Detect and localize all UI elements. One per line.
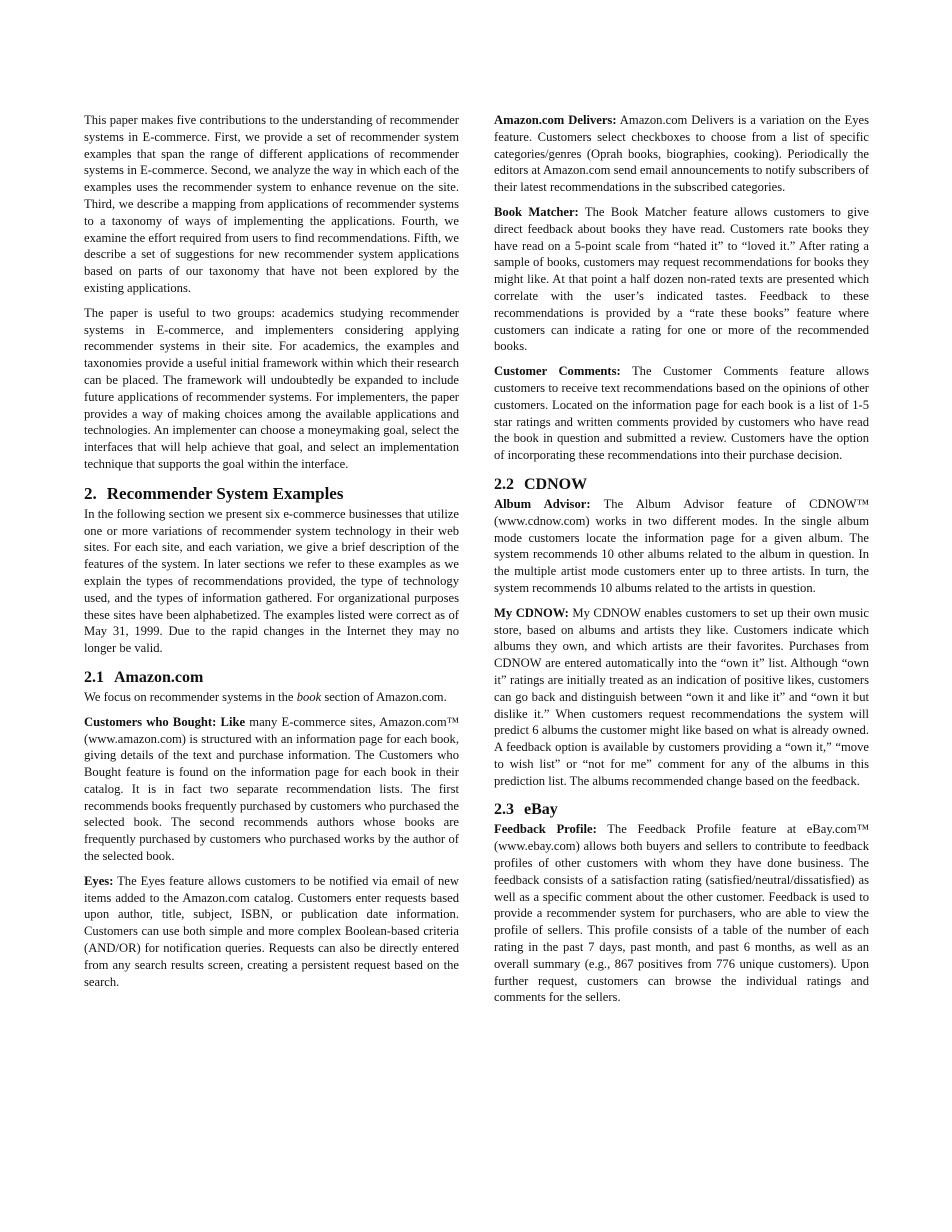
paragraph-body: My CDNOW enables customers to set up their own music store, based on albums and artists they like. Customers indicate which albums they own, and which artists are their favorites. Purchases from CDNOW are entered automatically into the “own it” list. Although “own it” ratings are initially treated as an indication of positive likes, customers can go back and distinguish between “own it and like it” and “own it but dislike it.” When customers request recommendations the system will predict 6 albums the customer might like based on what is already owned. A feedback option is available by customers providing a “own it,” “move to wish list” or “not for me” comment for any of the albums in this prediction list. The albums recommended change based on the feedback. xyxy=(494,605,869,788)
subsection-title: CDNOW xyxy=(524,475,588,493)
run-in-heading: Book Matcher: xyxy=(494,204,579,219)
subsection-number: 2.3 xyxy=(494,801,514,819)
left-column xyxy=(84,112,459,998)
intro-text-end: section of Amazon.com. xyxy=(321,689,447,704)
subsection-heading-ebay xyxy=(494,800,869,819)
customer-comments-paragraph xyxy=(494,363,869,464)
eyes-paragraph xyxy=(84,873,459,991)
amazon-delivers-paragraph xyxy=(494,112,869,196)
subsection-heading-amazon xyxy=(84,668,459,687)
examples-intro-paragraph: In the following section we present six e-commerce businesses that utilize one or more variations of recommender system technology in their web sites. For each site, and each variation, we give a brief description of the features of the system. In later sections we refer to these examples as we explain the types of recommendations provided, the type of technology used, and the types of information gathered. For organizational purposes these sites have been alphabetized. The examples listed were correct as of May 31, 1999. Due to the rapid changes in the Internet they may no longer be valid. xyxy=(84,506,459,656)
audience-paragraph: The paper is useful to two groups: academics studying recommender systems in E-commerce, and implementers considering applying recommender systems in their site. For academics, the examples and taxonomies provide a useful initial framework within which their research can be placed. The framework will undoubtedly be expanded to include future applications of recommender systems. For implementers, the paper provides a way of making choices among the available applications and technologies. An implementer can choose a moneymaking goal, select the interfaces that will help achieve that goal, and select an implementation technique that supports the goal within the interface. xyxy=(84,305,459,471)
right-column xyxy=(494,112,869,1014)
my-cdnow-paragraph xyxy=(494,605,869,790)
subsection-title: eBay xyxy=(524,801,558,819)
section-heading-examples xyxy=(84,484,459,504)
amazon-intro-paragraph xyxy=(84,689,459,706)
run-in-heading: My CDNOW: xyxy=(494,605,569,620)
book-matcher-paragraph xyxy=(494,204,869,355)
feedback-profile-paragraph xyxy=(494,821,869,1006)
run-in-heading: Eyes: xyxy=(84,873,114,888)
paragraph-body: The Customer Comments feature allows customers to receive text recommendations based on the opinions of other customers. Located on the information page for each book is a list of 1-5 star ratings and written comments provided by customers who have read the book in question and submitted a review. Customers have the option of incorporating these recommendations into their purchase decision. xyxy=(494,364,869,463)
intro-emphasis: book xyxy=(296,689,322,704)
paragraph-body: The Feedback Profile feature at eBay.com™ (www.ebay.com) allows both buyers and sellers to contribute to feedback profiles of other customers with whom they have done business. The feedback consists of a satisfaction rating (satisfied/neutral/dissatisfied) as well as a specific comment about the other customer. Feedback is used to provide a recommender system for purchasers, who are able to view the profile of sellers. This profile consists of a table of the number of each rating in the past 7 days, past month, and past 6 months, as well as an overall summary (e.g., 867 positives from 776 unique customers). Upon further request, customers can browse the individual ratings and comments for the sellers. xyxy=(494,822,869,1005)
paragraph-body: The Eyes feature allows customers to be notified via email of new items added to the Amazon.com catalog. Customers enter requests based upon author, title, subject, ISBN, or publication date information. Customers can use both simple and more complex Boolean-based criteria (AND/OR) for notification queries. Requests can also be directly entered from any search results screen, creating a persistent request based on the search. xyxy=(84,873,459,989)
subsection-title: Amazon.com xyxy=(114,668,204,686)
paragraph-body: The Album Advisor feature of CDNOW™ (www.cdnow.com) works in two different modes. In the single album mode customers locate the information page for a given album. The system recommends 10 other albums related to the album in question. In the multiple artist mode customers enter up to three artists. In turn, the system recommends 10 albums related to the artists in question. xyxy=(494,496,870,595)
run-in-heading: Amazon.com Delivers: xyxy=(494,113,617,127)
contributions-paragraph: This paper makes five contributions to the understanding of recommender systems in E-commerce. First, we provide a set of recommender system examples that span the range of different applications of recommender systems in E-commerce. Second, we analyze the way in which each of the examples uses the recommender system to enhance revenue on the site. Third, we describe a mapping from applications of recommender systems to a taxonomy of ways of implementing the applications. Fourth, we examine the effort required from users to find recommendations. Fifth, we describe a set of suggestions for new recommender system applications based on parts of our taxonomy that have not been explored by the existing applications. xyxy=(84,113,459,295)
intro-text: We focus on recommender systems in the xyxy=(84,689,297,704)
paragraph-body: many E-commerce sites, Amazon.com™ (www.amazon.com) is structured with an information page for each book, giving details of the text and purchase information. The Customers who Bought feature is found on the information page for each book in their catalog. It is in fact two separate recommendation lists. The first recommends books frequently purchased by customers who purchased the selected book. The second recommends authors whose books are frequently purchased by customers who purchased works by the author of the selected book. xyxy=(84,714,459,864)
section-number: 2. xyxy=(84,483,97,503)
subsection-heading-cdnow xyxy=(494,475,869,494)
run-in-heading: Customers who Bought: Like xyxy=(84,714,246,729)
run-in-heading: Album Advisor: xyxy=(494,496,591,511)
section-title: Recommender System Examples xyxy=(106,483,344,503)
run-in-heading: Feedback Profile: xyxy=(494,822,597,837)
subsection-number: 2.1 xyxy=(84,668,104,686)
customers-who-bought-paragraph xyxy=(84,714,459,865)
run-in-heading: Customer Comments: xyxy=(494,364,621,379)
album-advisor-paragraph xyxy=(494,496,869,597)
subsection-number: 2.2 xyxy=(494,475,514,493)
paragraph-body: Amazon.com Delivers is a variation on the Eyes feature. Customers select checkboxes to choose from a list of specific categories/genres (Oprah books, biographies, cooking). Periodically the editors at Amazon.com send email announcements to notify subscribers of their latest recommendations in the subscribed categories. xyxy=(494,113,869,195)
paragraph-body: The Book Matcher feature allows customers to give direct feedback about books they have read. Customers rate books they have read on a 5-point scale from “hated it” to “loved it.” After rating a sample of books, customers may request recommendations for books they might like. At that point a half dozen non-rated texts are presented which correlate with the user’s indicated tastes. Feedback to these recommendations is provided by a “rate these books” feature where customers can indicate a rating for one or more of the recommended books. xyxy=(494,204,869,354)
